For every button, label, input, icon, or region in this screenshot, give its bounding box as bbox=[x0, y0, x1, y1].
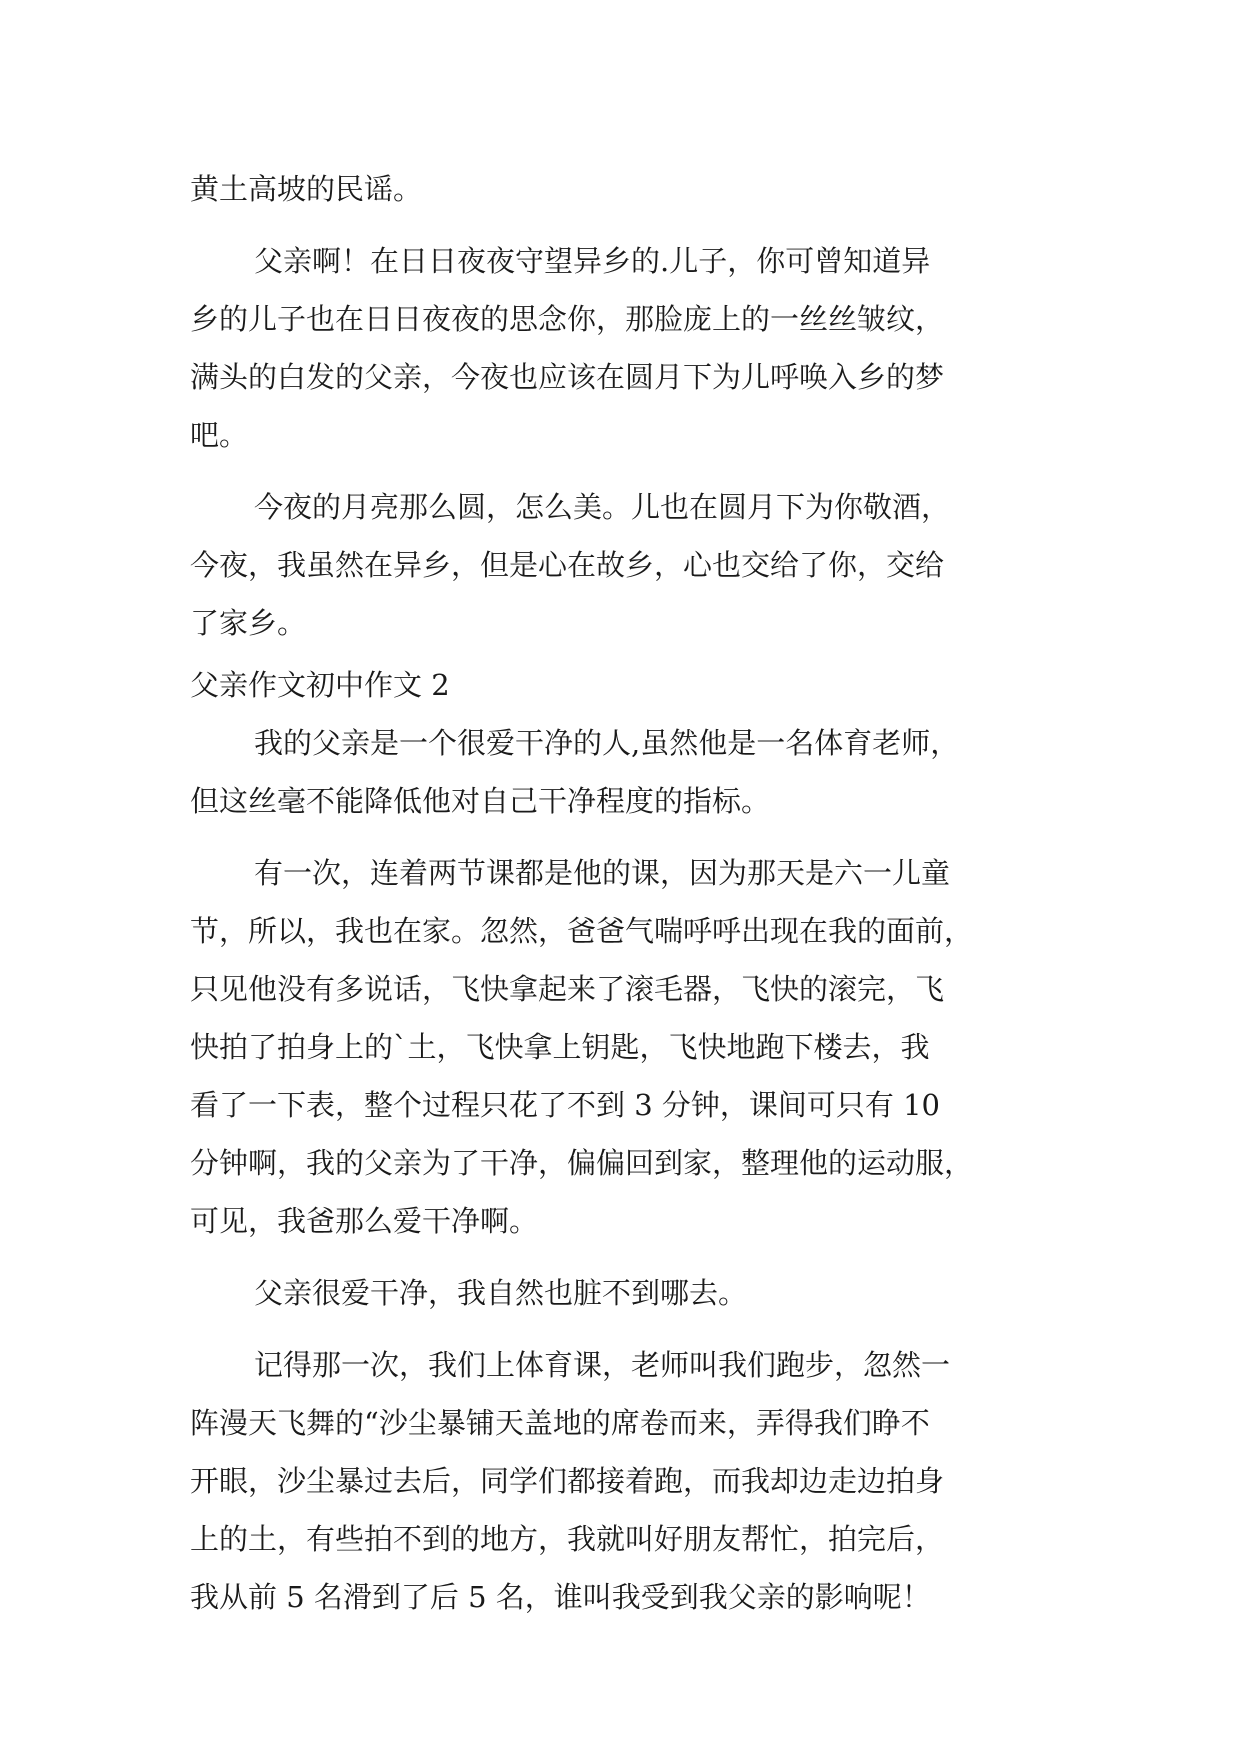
text-line: 快拍了拍身上的`土，飞快拿上钥匙，飞快地跑下楼去，我 bbox=[190, 1030, 930, 1064]
text-line: 节，所以，我也在家。忽然，爸爸气喘呼呼出现在我的面前， bbox=[190, 914, 974, 948]
text-line: 阵漫天飞舞的“沙尘暴铺天盖地的席卷而来，弄得我们睁不 bbox=[190, 1406, 930, 1440]
text-line: 今夜，我虽然在异乡，但是心在故乡，心也交给了你，交给 bbox=[190, 548, 945, 582]
text-line: 可见，我爸那么爱干净啊。 bbox=[190, 1204, 539, 1238]
paragraph-line: 今夜的月亮那么圆，怎么美。儿也在圆月下为你敬酒， bbox=[254, 490, 951, 524]
text-line: 满头的白发的父亲，今夜也应该在圆月下为儿呼唤入乡的梦 bbox=[190, 360, 945, 394]
text-line: 但这丝毫不能降低他对自己干净程度的指标。 bbox=[190, 784, 771, 818]
text-line: 我从前 5 名滑到了后 5 名，谁叫我受到我父亲的影响呢！ bbox=[190, 1580, 931, 1614]
paragraph-line: 有一次，连着两节课都是他的课，因为那天是六一儿童 bbox=[254, 856, 951, 890]
text-line: 黄土高坡的民谣。 bbox=[190, 172, 423, 206]
text-line: 分钟啊，我的父亲为了干净，偏偏回到家，整理他的运动服， bbox=[190, 1146, 974, 1180]
paragraph-line: 父亲很爱干净，我自然也脏不到哪去。 bbox=[254, 1276, 748, 1310]
text-line: 上的土，有些拍不到的地方，我就叫好朋友帮忙，拍完后， bbox=[190, 1522, 945, 1556]
section-heading: 父亲作文初中作文 2 bbox=[190, 668, 450, 702]
paragraph-line: 我的父亲是一个很爱干净的人,虽然他是一名体育老师， bbox=[254, 726, 960, 760]
text-line: 开眼，沙尘暴过去后，同学们都接着跑，而我却边走边拍身 bbox=[190, 1464, 945, 1498]
text-line: 只见他没有多说话，飞快拿起来了滚毛器，飞快的滚完，飞 bbox=[190, 972, 945, 1006]
text-line: 乡的儿子也在日日夜夜的思念你，那脸庞上的一丝丝皱纹， bbox=[190, 302, 945, 336]
text-line: 了家乡。 bbox=[190, 606, 307, 640]
paragraph-line: 父亲啊！在日日夜夜守望异乡的.儿子，你可曾知道异 bbox=[254, 244, 931, 278]
text-line: 看了一下表，整个过程只花了不到 3 分钟，课间可只有 10 bbox=[190, 1088, 941, 1122]
document-page bbox=[190, 160, 1070, 1626]
paragraph-line: 记得那一次，我们上体育课，老师叫我们跑步，忽然一 bbox=[254, 1348, 951, 1382]
text-line: 吧。 bbox=[190, 418, 249, 452]
